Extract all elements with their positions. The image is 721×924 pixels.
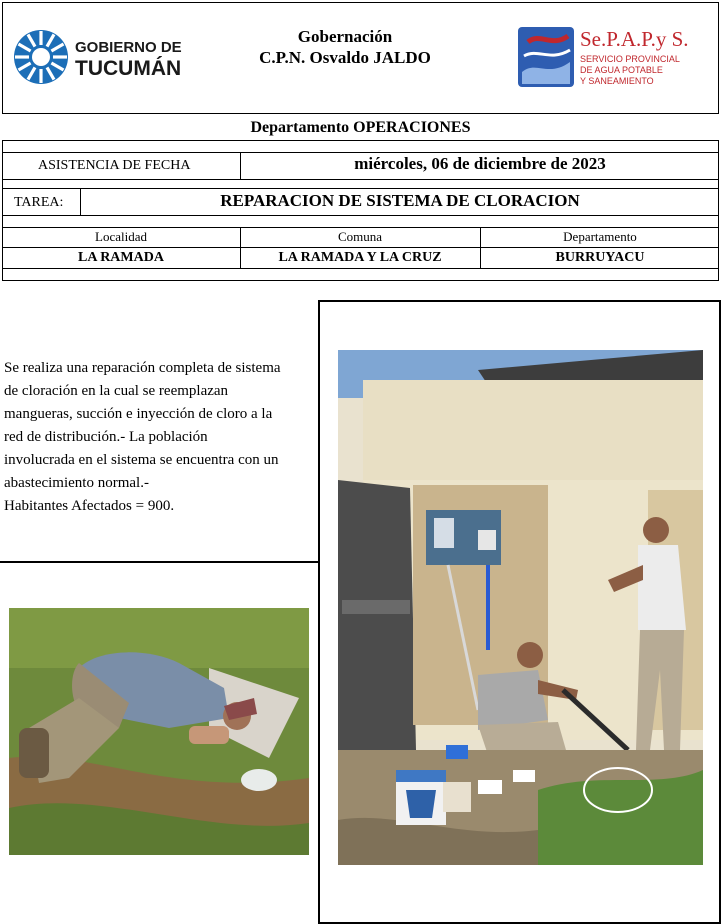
worker-kneeling-photo — [9, 608, 309, 855]
table-divider — [2, 188, 719, 189]
sepapys-logo-icon — [518, 22, 708, 92]
government-title — [230, 26, 460, 68]
description-text — [4, 357, 320, 518]
gobierno-tucuman-logo — [12, 28, 182, 88]
date-value: miércoles, 06 de diciembre de 2023 — [354, 154, 606, 173]
column-header-localidad: Localidad — [95, 229, 147, 244]
workers-at-chlorination-booth-photo — [338, 350, 703, 865]
task-value: REPARACION DE SISTEMA DE CLORACION — [220, 191, 580, 210]
table-divider — [2, 215, 719, 216]
affected-inhabitants: Habitantes Afectados = 900. — [4, 498, 175, 514]
sepapys-sub1: SERVICIO PROVINCIAL — [580, 54, 680, 64]
description-line: red de distribución.- La población — [4, 429, 208, 445]
sepapys-sub2: DE AGUA POTABLE — [580, 65, 663, 75]
sepapys-logo — [518, 22, 708, 92]
column-header-departamento: Departamento — [563, 229, 637, 244]
sepapys-name: Se.P.A.P.y S. — [580, 27, 689, 51]
department-title: Departamento OPERACIONES — [250, 119, 471, 136]
date-label: ASISTENCIA DE FECHA — [38, 158, 191, 173]
departamento-value: BURRUYACU — [555, 250, 645, 265]
localidad-value: LA RAMADA — [78, 250, 164, 265]
tucuman-logo-icon — [12, 28, 182, 88]
table-divider — [2, 179, 719, 180]
description-line: mangueras, succión e inyección de cloro a la — [4, 406, 273, 422]
description-line: involucrada en el sistema se encuentra con un — [4, 452, 279, 468]
gobernacion-text: Gobernación — [297, 27, 393, 46]
task-label: TAREA: — [14, 195, 64, 210]
table-divider — [2, 247, 719, 248]
logo-line2: TUCUMÁN — [75, 57, 182, 80]
column-header-comuna: Comuna — [337, 229, 383, 244]
comuna-value: LA RAMADA Y LA CRUZ — [278, 250, 442, 265]
logo-line1: GOBIERNO DE — [75, 39, 182, 56]
table-divider — [2, 268, 719, 269]
governor-name: C.P.N. Osvaldo JALDO — [259, 48, 431, 67]
description-line: abastecimiento normal.- — [4, 475, 149, 491]
description-line: de cloración en la cual se reemplazan — [4, 383, 229, 399]
table-divider — [2, 152, 719, 153]
description-line: Se realiza una reparación completa de sistema — [4, 360, 281, 376]
sepapys-sub3: Y SANEAMIENTO — [580, 76, 654, 86]
